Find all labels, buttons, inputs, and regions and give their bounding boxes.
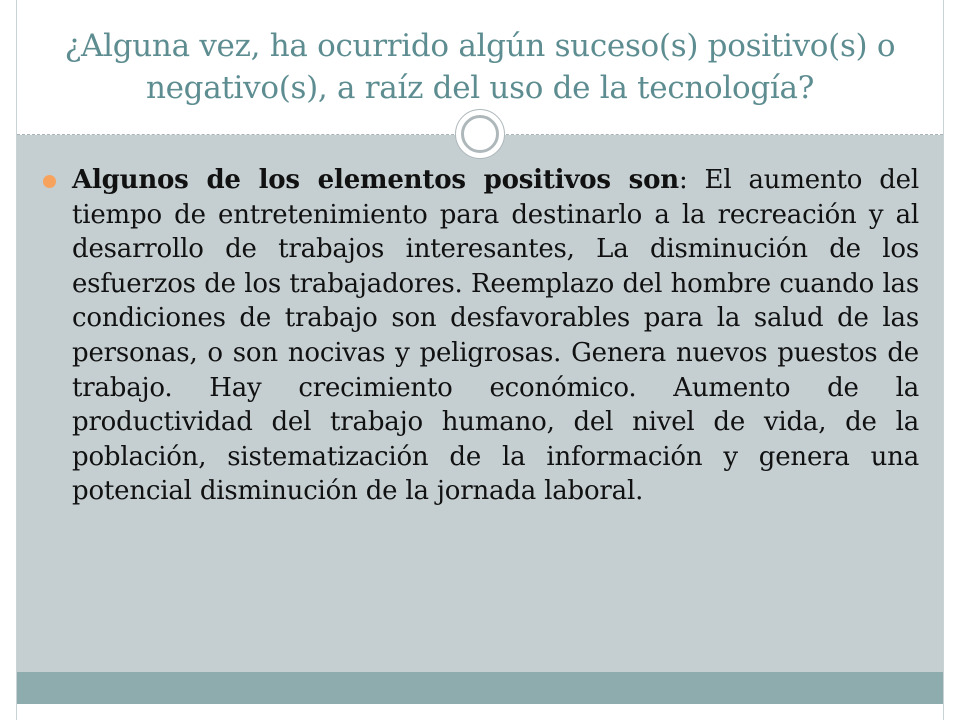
bullet-body-text: : El aumento del tiempo de entretenimiento para destinarlo a la recreación y al desarrollo de trabajos interesantes, La disminución de los esfuerzos de los trabajadores. Reemplazo del hombre cuando las condiciones de trabajo son desfavorables para la salud de las personas, o son nocivas y peligrosas. Genera nuevos puestos de trabajo. Hay crecimiento económico. Aumento de la productividad del trabajo humano, del nivel de vida, de la población, sistematización de la información y genera una potencial disminución de la jornada laboral. <box>72 165 919 507</box>
bottom-bar <box>17 672 943 704</box>
bullet-list <box>43 163 919 509</box>
inner-circle-icon <box>461 115 499 153</box>
double-circle-icon <box>455 109 505 159</box>
bullet-lead-text: Algunos de los elementos positivos son <box>72 165 679 195</box>
slide-title: ¿Alguna vez, ha ocurrido algún suceso(s) positivo(s) o negativo(s), a raíz del uso de la tecnología? <box>64 28 896 106</box>
bullet-dot-icon <box>43 175 56 188</box>
list-item <box>43 163 919 509</box>
frame-line-right <box>943 0 944 720</box>
